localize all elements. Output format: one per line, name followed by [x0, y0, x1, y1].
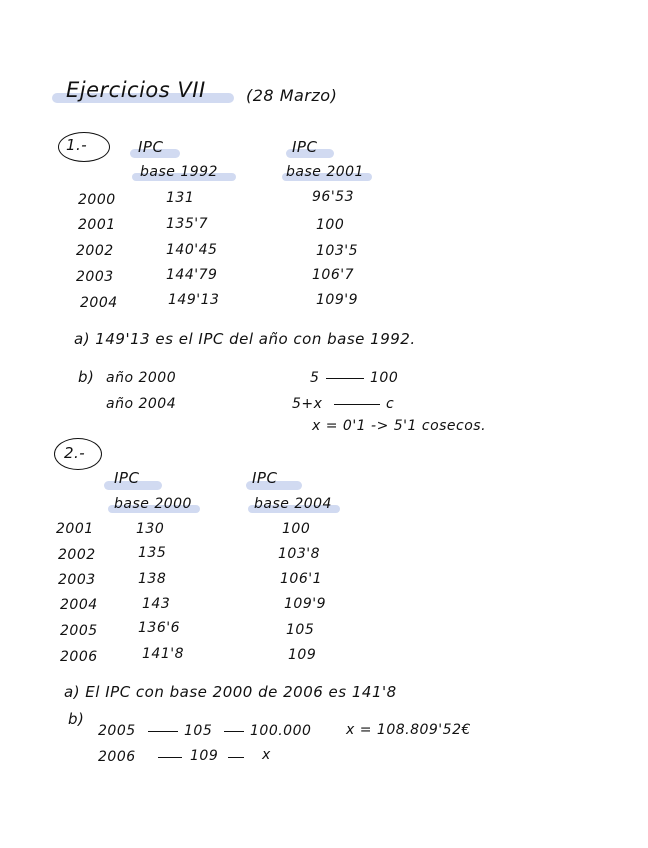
ex1-year: 2001 — [78, 217, 116, 233]
ex1-b-result: x = 0'1 -> 5'1 cosecos. — [312, 418, 487, 434]
ex2-value-base2004: 103'8 — [278, 546, 320, 562]
ex2-b-line1-a: 2005 — [98, 723, 136, 739]
ex1-value-base1992: 135'7 — [166, 216, 208, 232]
exercise-2-number: 2.- — [64, 444, 86, 462]
ex1-year: 2000 — [78, 192, 116, 208]
ex2-value-base2000: 130 — [136, 521, 165, 537]
ex2-value-base2004: 109'9 — [284, 596, 326, 612]
ex1-value-base1992: 144'79 — [166, 267, 218, 283]
ex2-value-base2000: 141'8 — [142, 646, 184, 662]
ex2-b-line2-c: x — [262, 747, 271, 763]
ex2-col2-sub: base 2004 — [254, 496, 332, 512]
ex1-b-line1-b: 100 — [370, 370, 399, 386]
ex1-answer-a: a) 149'13 es el IPC del año con base 1992. — [74, 330, 416, 348]
ex1-year: 2002 — [76, 243, 114, 259]
ex2-value-base2000: 138 — [138, 571, 167, 587]
ex2-value-base2000: 143 — [142, 596, 171, 612]
ex2-b-line2-b: 109 — [190, 748, 219, 764]
ex2-year: 2006 — [60, 649, 98, 665]
ex2-b-line1-dash2 — [224, 731, 244, 732]
ex1-col1-head: IPC — [138, 138, 164, 156]
ex1-value-base2001: 100 — [316, 217, 345, 233]
ex1-year: 2003 — [76, 269, 114, 285]
ex1-b-line1-a: 5 — [310, 370, 320, 386]
ex1-year: 2004 — [80, 295, 118, 311]
ex2-value-base2004: 109 — [288, 647, 317, 663]
ex1-b-line2-left: año 2004 — [106, 396, 177, 412]
ex1-value-base2001: 103'5 — [316, 243, 358, 259]
exercise-1-number: 1.- — [66, 136, 88, 154]
ex2-col1-head: IPC — [114, 469, 140, 487]
page-title: Ejercicios VII — [66, 78, 206, 102]
ex1-answer-b-label: b) — [78, 368, 95, 386]
ex2-col2-head: IPC — [252, 469, 278, 487]
ex1-b-line1-dash — [326, 378, 364, 379]
ex1-value-base2001: 106'7 — [312, 267, 354, 283]
ex2-value-base2000: 136'6 — [138, 620, 180, 636]
ex2-answer-a: a) El IPC con base 2000 de 2006 es 141'8 — [64, 683, 397, 701]
ex1-value-base1992: 140'45 — [166, 242, 218, 258]
ex2-value-base2004: 106'1 — [280, 571, 322, 587]
ex2-b-line1-c: 100.000 — [250, 723, 312, 739]
ex1-value-base2001: 109'9 — [316, 292, 358, 308]
ex1-value-base2001: 96'53 — [312, 189, 354, 205]
ex2-year: 2001 — [56, 521, 94, 537]
ex2-b-line1-b: 105 — [184, 723, 213, 739]
ex1-b-line2-b: c — [386, 396, 395, 412]
page-date: (28 Marzo) — [246, 86, 338, 105]
ex2-year: 2002 — [58, 547, 96, 563]
ex1-b-line2-dash — [334, 404, 380, 405]
ex1-b-line1-left: año 2000 — [106, 370, 177, 386]
ex2-value-base2004: 100 — [282, 521, 311, 537]
ex2-year: 2003 — [58, 572, 96, 588]
ex2-value-base2000: 135 — [138, 545, 167, 561]
ex2-b-line2-dash2 — [228, 757, 244, 758]
ex2-b-line2-a: 2006 — [98, 749, 136, 765]
ex2-b-line1-dash1 — [148, 731, 178, 732]
ex1-b-line2-a: 5+x — [292, 396, 323, 412]
ex1-col1-sub: base 1992 — [140, 164, 218, 180]
ex2-b-line1-result: x = 108.809'52€ — [346, 722, 471, 738]
ex1-col2-head: IPC — [292, 138, 318, 156]
ex2-value-base2004: 105 — [286, 622, 315, 638]
ex1-value-base1992: 131 — [166, 190, 195, 206]
ex2-answer-b-label: b) — [68, 710, 85, 728]
ex2-b-line2-dash1 — [158, 757, 182, 758]
ex2-year: 2005 — [60, 623, 98, 639]
ex2-year: 2004 — [60, 597, 98, 613]
ex1-col2-sub: base 2001 — [286, 164, 364, 180]
ex1-value-base1992: 149'13 — [168, 292, 220, 308]
ex2-col1-sub: base 2000 — [114, 496, 192, 512]
